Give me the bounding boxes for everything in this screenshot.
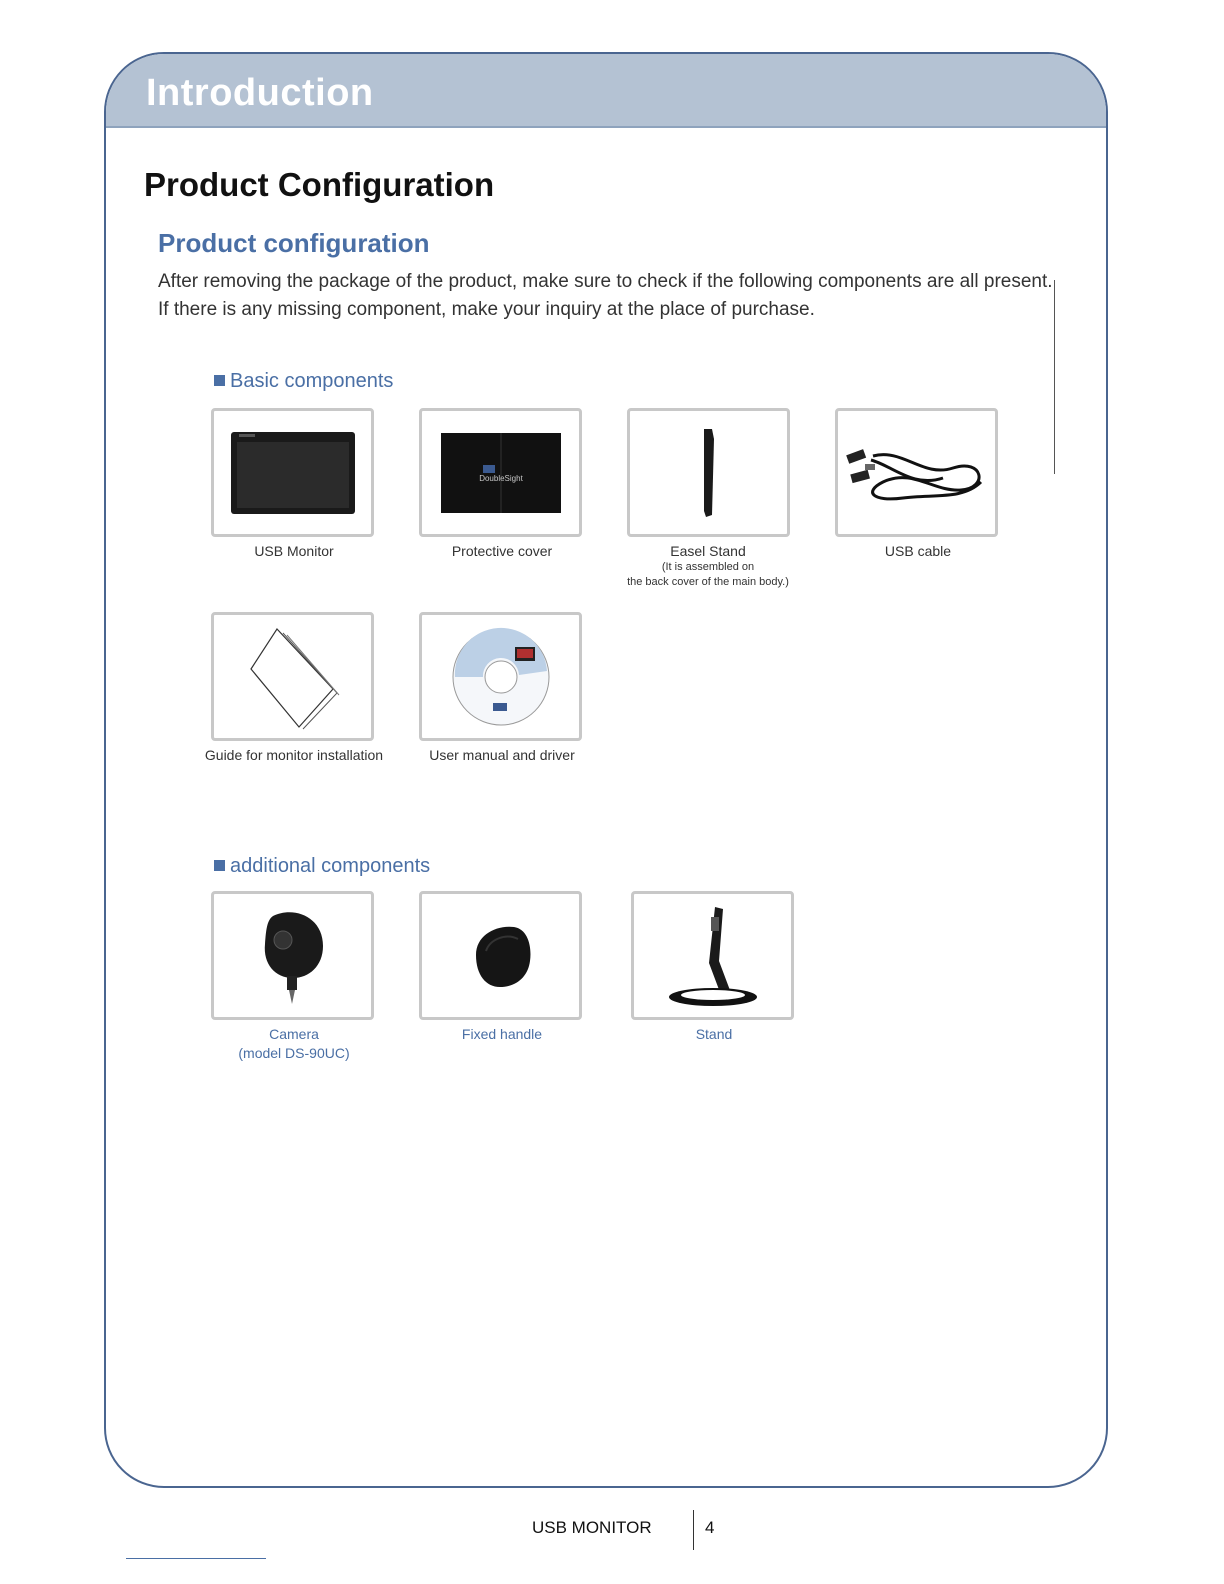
footer-divider: [693, 1510, 694, 1550]
fixed-handle-icon: [466, 921, 536, 991]
stand-image: [631, 891, 794, 1020]
banner-title: Introduction: [146, 72, 374, 114]
page-number: 4: [705, 1518, 715, 1537]
additional-components-heading: additional components: [214, 855, 430, 878]
monitor-icon: [229, 428, 357, 518]
margin-rule: [1054, 280, 1055, 474]
stand-icon: [663, 901, 763, 1011]
footer-rule: [126, 1558, 266, 1559]
usb-cable-label: USB cable: [884, 543, 952, 559]
user-manual-cd-image: [419, 612, 582, 741]
usb-monitor-image: [211, 408, 374, 537]
usb-cable-icon: [843, 438, 991, 508]
camera-image: [211, 891, 374, 1020]
cover-icon: [439, 431, 563, 515]
basic-components-heading: Basic components: [214, 370, 393, 393]
intro-line-2: If there is any missing component, make your inquiry at the place of purchase.: [158, 299, 815, 320]
cover-brand: DoubleSight: [478, 473, 523, 483]
protective-cover-image: [419, 408, 582, 537]
easel-stand-image: [627, 408, 790, 537]
bullet-square-icon: [214, 860, 225, 871]
protective-cover-label: Protective cover: [451, 543, 553, 559]
usb-monitor-label: USB Monitor: [254, 543, 334, 559]
page-frame: [104, 52, 1108, 1488]
intro-line-1: After removing the package of the product, make sure to check if the following components are all present.: [158, 271, 1053, 292]
easel-stand-icon: [694, 425, 724, 521]
stand-label: Stand: [695, 1026, 733, 1042]
fixed-handle-image: [419, 891, 582, 1020]
installation-guide-label: Guide for monitor installation: [204, 747, 384, 763]
guide-booklet-icon: [243, 623, 343, 731]
easel-stand-label: Easel Stand: [670, 543, 746, 559]
section-subtitle: Product configuration: [158, 228, 430, 258]
usb-cable-image: [835, 408, 998, 537]
footer-title: USB MONITOR: [532, 1518, 652, 1537]
cd-icon: [449, 625, 553, 729]
easel-stand-note-2: the back cover of the main body.): [627, 576, 789, 588]
camera-icon: [253, 906, 333, 1006]
installation-guide-image: [211, 612, 374, 741]
easel-stand-note-1: (It is assembled on: [661, 561, 755, 573]
bullet-square-icon: [214, 375, 225, 386]
camera-model-label: (model DS-90UC): [238, 1045, 350, 1061]
section-banner: [106, 54, 1106, 128]
page-title: Product Configuration: [144, 166, 495, 203]
user-manual-label: User manual and driver: [429, 747, 575, 763]
fixed-handle-label: Fixed handle: [461, 1026, 543, 1042]
camera-label: Camera: [269, 1026, 319, 1042]
